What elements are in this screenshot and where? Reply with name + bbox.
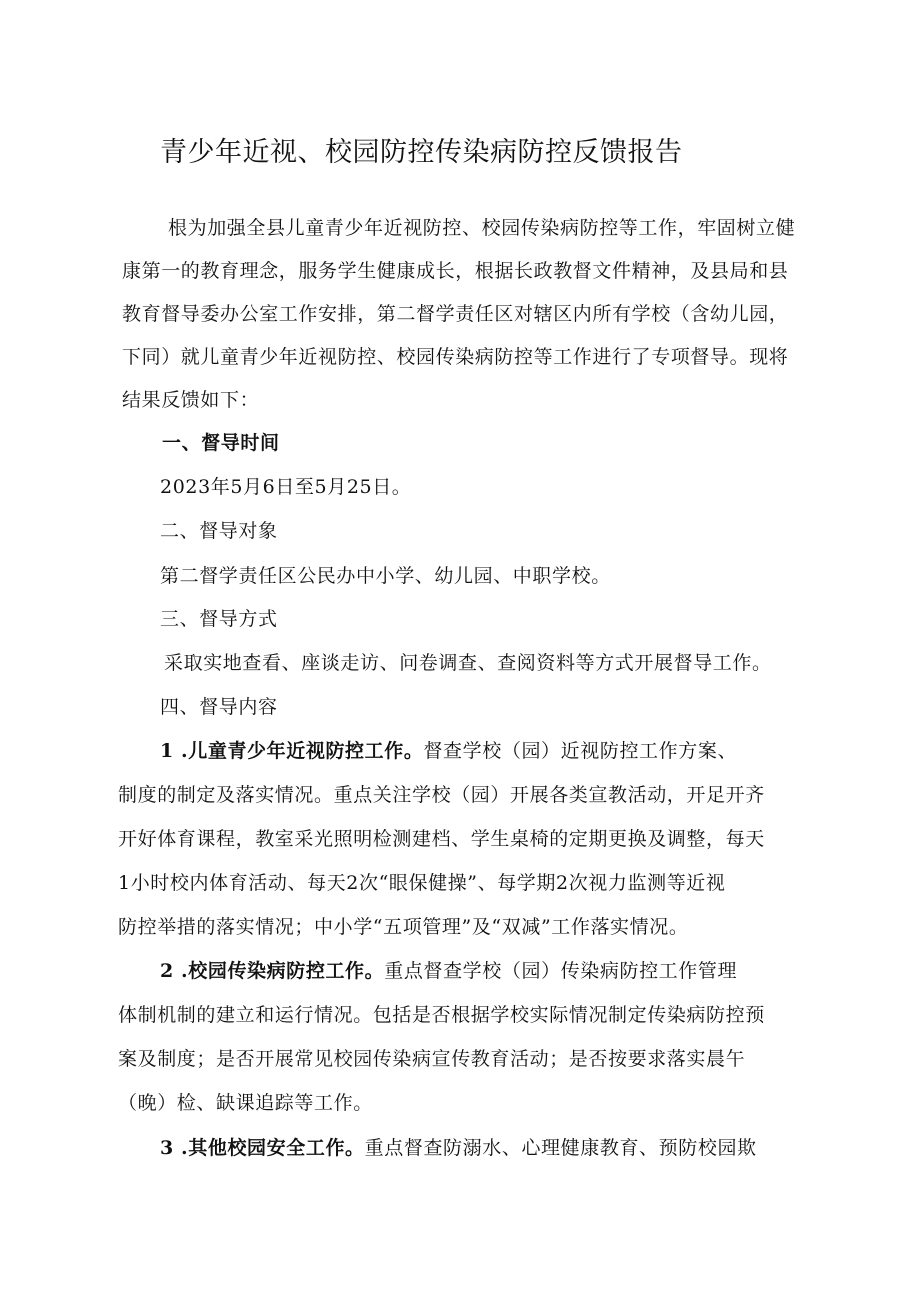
item2-first-line xyxy=(160,956,737,986)
item2-first-line-rest: 重点督查学校（园）传染病防控工作管理 xyxy=(384,960,738,982)
item3-first-line-rest: 重点督查防溺水、心理健康教育、预防校园欺 xyxy=(364,1137,757,1159)
item1-line-3: 开好体育课程，教室采光照明检测建档、学生桌椅的定期更换及调整，每天 xyxy=(118,828,765,850)
item1-first-line xyxy=(160,736,737,766)
item1-lead: 1 .儿童青少年近视防控工作。 xyxy=(160,740,424,762)
section-heading-time: 一、督导时间 xyxy=(162,432,280,454)
item2-line-3: 案及制度；是否开展常见校园传染病宣传教育活动；是否按要求落实晨午 xyxy=(118,1048,746,1070)
item1-line-4: 1小时校内体育活动、每天2次“眼保健操”、每学期2次视力监测等近视 xyxy=(118,872,726,894)
section-text-time: 2023年5月6日至5月25日。 xyxy=(160,476,412,498)
intro-line-1: 根为加强全县儿童青少年近视防控、校园传染病防控等工作，牢固树立健 xyxy=(168,217,796,239)
item2-line-4: （晚）检、缺课追踪等工作。 xyxy=(118,1092,373,1114)
item2-lead: 2 .校园传染病防控工作。 xyxy=(160,960,385,982)
intro-line-2: 康第一的教育理念，服务学生健康成长，根据长政教督文件精神，及县局和县 xyxy=(122,260,789,282)
section-heading-method: 三、督导方式 xyxy=(160,608,278,630)
item1-line-2: 制度的制定及落实情况。重点关注学校（园）开展各类宣教活动，开足开齐 xyxy=(118,784,765,806)
item2-line-2: 体制机制的建立和运行情况。包括是否根据学校实际情况制定传染病防控预 xyxy=(118,1004,765,1026)
section-heading-target: 二、督导对象 xyxy=(160,520,278,542)
document-title: 青少年近视、校园防控传染病防控反馈报告 xyxy=(160,137,683,168)
item1-first-line-rest: 督查学校（园）近视防控工作方案、 xyxy=(423,740,738,762)
intro-line-4: 下同）就儿童青少年近视防控、校园传染病防控等工作进行了专项督导。现将 xyxy=(122,346,789,368)
section-heading-content: 四、督导内容 xyxy=(160,696,278,718)
item1-line-5: 防控举措的落实情况；中小学“五项管理”及“双减”工作落实情况。 xyxy=(118,916,689,938)
intro-line-5: 结果反馈如下： xyxy=(122,389,260,411)
section-text-method: 采取实地查看、座谈走访、问卷调查、查阅资料等方式开展督导工作。 xyxy=(164,652,772,674)
item3-first-line xyxy=(160,1133,757,1163)
item3-lead: 3 .其他校园安全工作。 xyxy=(160,1137,365,1159)
intro-line-3: 教育督导委办公室工作安排，第二督学责任区对辖区内所有学校（含幼儿园， xyxy=(122,303,789,325)
section-text-target: 第二督学责任区公民办中小学、幼儿园、中职学校。 xyxy=(160,565,611,587)
